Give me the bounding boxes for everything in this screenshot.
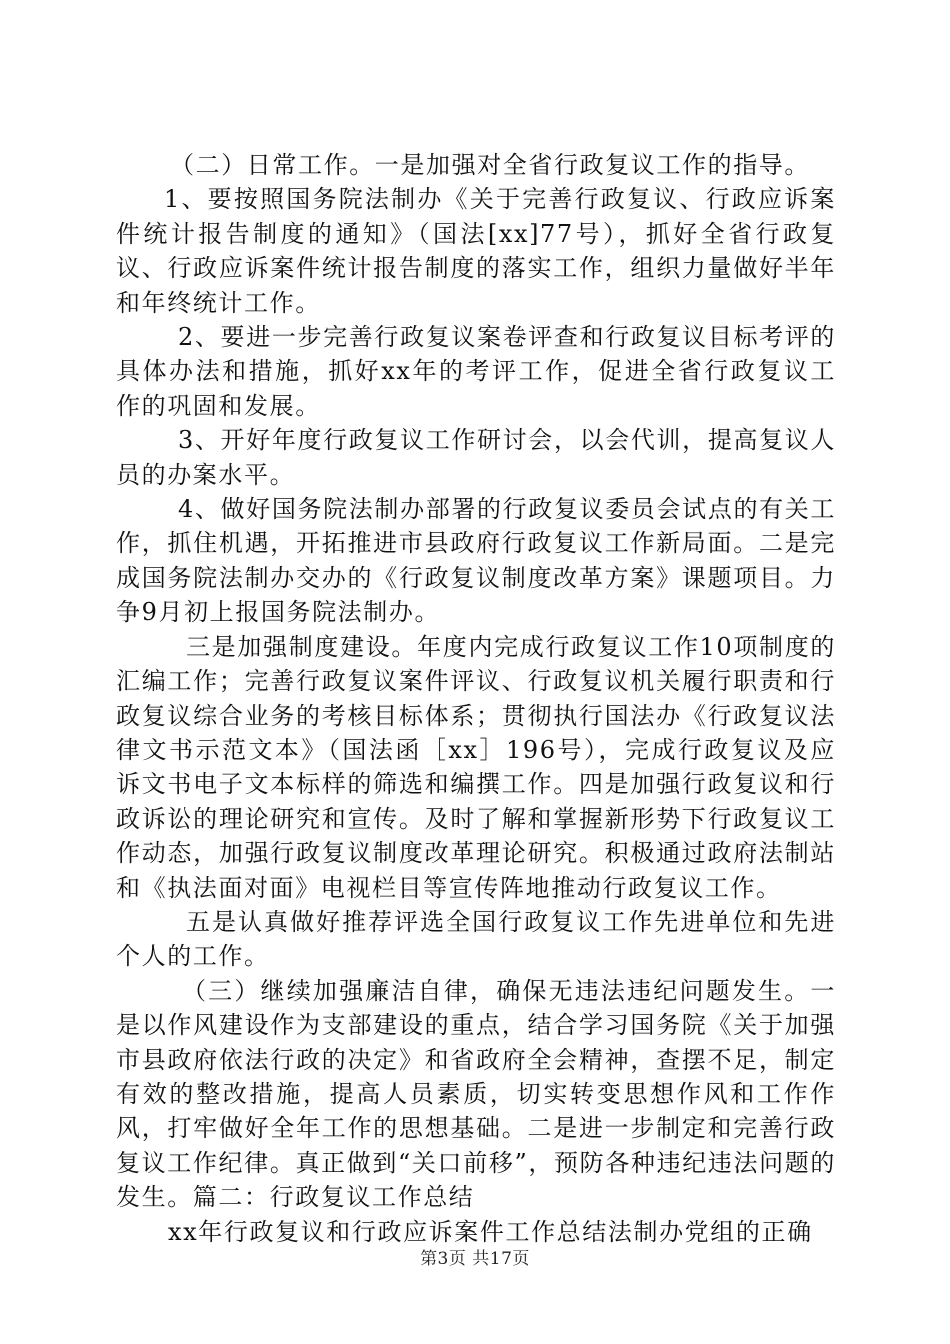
paragraph-system-building: 三是加强制度建设。年度内完成行政复议工作10项制度的汇编工作；完善行政复议案件评议、行政复议机关履行职责和行政复议综合业务的考核目标体系；贯彻执行国法办《行政复议法律文书示范文本》（国法函［xx］196号），完成行政复议及应诉文书电子文本标样的筛选和编撰工作。四是加强行政复议和行政诉讼的理论研究和宣传。及时了解和掌握新形势下行政复议工作动态，加强行政复议制度改革理论研究。积极通过政府法制站和《执法面对面》电视栏目等宣传阵地推动行政复议工作。 <box>116 632 836 902</box>
page-footer: 第3页 共17页 <box>420 1249 530 1269</box>
paragraph-item-2: 2、要进一步完善行政复议案卷评查和行政复议目标考评的具体办法和措施，抓好xx年的考评工作，促进全省行政复议工作的巩固和发展。 <box>116 323 836 420</box>
paragraph-annual-summary: xx年行政复议和行政应诉案件工作总结法制办党组的正确 <box>168 1217 813 1246</box>
document-body <box>116 148 836 1249</box>
paragraph-integrity: （三）继续加强廉洁自律，确保无违法违纪问题发生。一是以作风建设作为支部建设的重点，结合学习国务院《关于加强市县政府依法行政的决定》和省政府全会精神，查摆不足，制定有效的整改措施，提高人员素质，切实转变思想作风和工作作风，打牢做好全年工作的思想基础。二是进一步制定和完善行政复议工作纪律。真正做到“关口前移”，预防各种违纪违法问题的发生。篇二：行政复议工作总结 <box>116 976 836 1212</box>
paragraph-daily-work-heading: （二）日常工作。一是加强对全省行政复议工作的指导。 <box>170 151 810 179</box>
paragraph-item-3: 3、开好年度行政复议工作研讨会，以会代训，提高复议人员的办案水平。 <box>116 426 836 489</box>
paragraph-item-4: 4、做好国务院法制办部署的行政复议委员会试点的有关工作，抓住机遇，开拓推进市县政府行政复议工作新局面。二是完成国务院法制办交办的《行政复议制度改革方案》课题项目。力争9月初上报国务院法制办。 <box>116 495 836 627</box>
paragraph-commendation: 五是认真做好推荐评选全国行政复议工作先进单位和先进个人的工作。 <box>116 907 836 971</box>
paragraph-item-1: 1、要按照国务院法制办《关于完善行政复议、行政应诉案件统计报告制度的通知》（国法[xx]77号），抓好全省行政复议、行政应诉案件统计报告制度的落实工作，组织力量做好半年和年终统计工作。 <box>116 185 836 317</box>
